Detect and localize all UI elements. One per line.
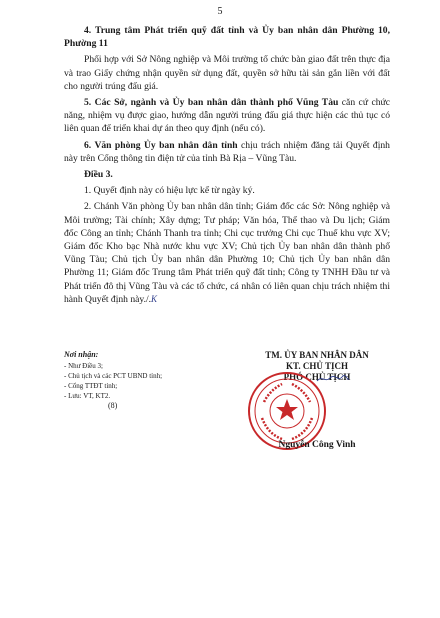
article-3-clause-1: 1. Quyết định này có hiệu lực kể từ ngày ký. (84, 185, 255, 197)
page-number: 5 (217, 6, 223, 17)
section-4-text: Phối hợp với Sở Nông nghiệp và Môi trường tổ chức bàn giao đất trên thực địa và trao Giấy chứng nhận quyền sử dụng đất, quyền sở hữu tài sản gắn liền với đất cho người trúng đấu giá. (64, 54, 390, 92)
document-body (64, 24, 390, 309)
section-4-heading: 4. Trung tâm Phát triển quỹ đất tỉnh và Ủy ban nhân dân Phường 10, Phường 11 (64, 25, 390, 50)
section-6-heading: 6. Văn phòng Ủy ban nhân dân tỉnh (84, 139, 238, 151)
article-3-clause-2-paragraph (64, 200, 390, 306)
recipient-item: - Lưu: VT, KT2. (64, 392, 111, 400)
signature-kt: KT. CHỦ TỊCH (286, 361, 348, 371)
section-6-text: chịu trách nhiệm đăng tải Quyết định này trên Cổng thông tin điện tử của tỉnh Bà Rịa – Vũng Tàu. (64, 139, 390, 164)
signature-role: PHÓ CHỦ TỊCH (283, 372, 351, 382)
signer-name: Nguyễn Công Vinh (278, 440, 356, 450)
section-5-text: căn cứ chức năng, nhiệm vụ được giao, hướng dẫn người trúng đấu giá thực hiện các thủ tục có liên quan để triển khai dự án theo quy định (nếu có). (64, 97, 390, 135)
recipients-block (64, 350, 224, 411)
recipients-title: Nơi nhận: (64, 350, 99, 359)
section-6-paragraph (64, 139, 390, 165)
section-5-heading: 5. Các Sở, ngành và Ủy ban nhân dân thành phố Vũng Tàu (84, 97, 339, 109)
article-3-heading: Điều 3. (84, 169, 113, 181)
signature-org: TM. ỦY BAN NHÂN DÂN (265, 350, 369, 360)
section-5-paragraph (64, 96, 390, 136)
recipient-item: - Cổng TTĐT tỉnh; (64, 382, 118, 390)
handwritten-initials: K (151, 293, 158, 304)
article-3-clause-2: 2. Chánh Văn phòng Ủy ban nhân dân tỉnh; Giám đốc các Sở: Nông nghiệp và Môi trường; Tài chính; Xây dựng; Tư pháp; Văn hóa, Thể thao và Du lịch; Giám đốc Công an tỉnh; Chánh Thanh tra tỉnh; Chi cục trưởng Chi cục Thuế khu vực XV; Giám đốc Kho bạc Nhà nước khu vực XV; Chủ tịch Ủy ban nhân dân thành phố Vũng Tàu; Chủ tịch Ủy ban nhân dân Phường 10; Chủ tịch Ủy ban nhân dân Phường 11; Giám đốc Trung tâm Phát triển quỹ đất tỉnh; Công ty TNHH Đầu tư và Phát triển đô thị Vũng Tàu và các tổ chức, cá nhân có liên quan chịu trách nhiệm thi hành Quyết định này./. (64, 201, 390, 305)
recipient-item: - Như Điều 3; (64, 362, 103, 370)
recipient-item: - Chủ tịch và các PCT UBND tỉnh; (64, 372, 163, 380)
copy-count-note: (8) (108, 401, 118, 410)
